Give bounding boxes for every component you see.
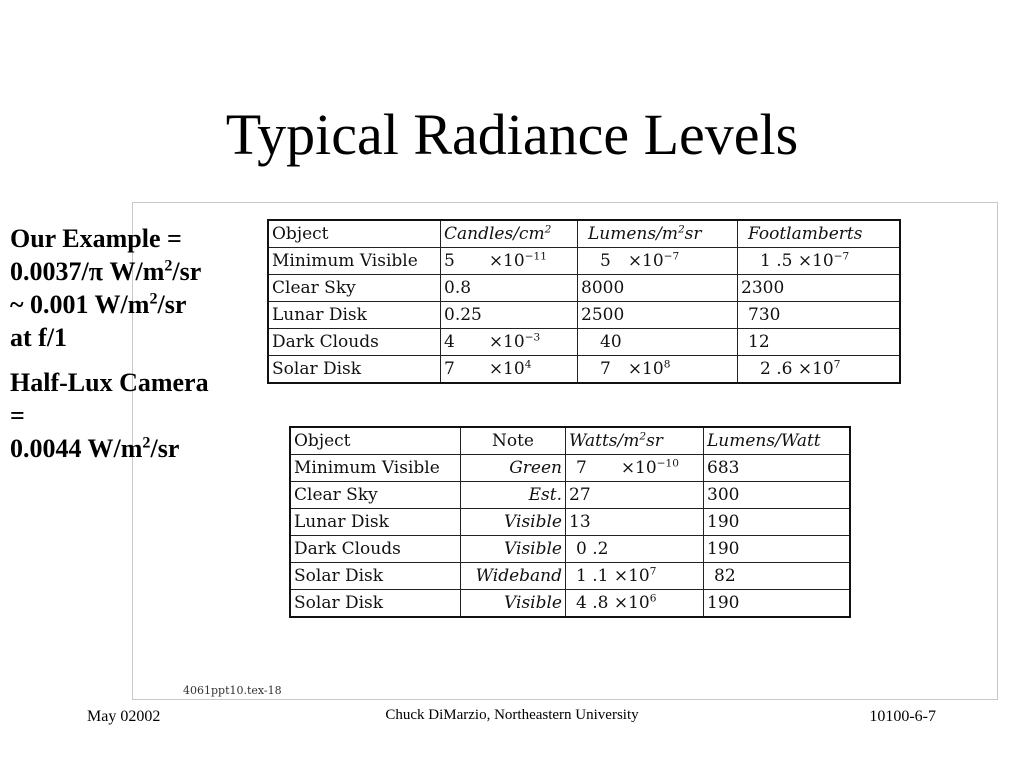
candles-cell: 0.25 bbox=[441, 302, 578, 329]
candles-cell: 4 $\times 10^{-3}$ bbox=[441, 329, 578, 356]
camera-note bbox=[10, 366, 282, 465]
camera-value: 0.0044 $W/m^2/sr$ bbox=[10, 434, 180, 463]
lumens-per-watt-cell: 190 bbox=[704, 509, 851, 536]
table-row bbox=[290, 536, 850, 563]
watts-cell: 0 .2 bbox=[566, 536, 704, 563]
note-cell: Wideband bbox=[461, 563, 566, 590]
object-cell: Solar Disk bbox=[268, 356, 441, 384]
table-row bbox=[268, 302, 900, 329]
our-example-approx: ~ 0.001 $W/m^2/sr$ bbox=[10, 290, 187, 319]
column-header: Watts/$m^2sr$ bbox=[566, 427, 704, 455]
lumens-cell: 7 $\times 10^8$ bbox=[578, 356, 738, 384]
table-row bbox=[290, 563, 850, 590]
side-notes bbox=[10, 222, 282, 477]
object-cell: Lunar Disk bbox=[290, 509, 461, 536]
footlamberts-cell: 12 bbox=[738, 329, 901, 356]
note-cell: Est. bbox=[461, 482, 566, 509]
column-header: Object bbox=[268, 220, 441, 248]
column-header: Candles/$cm^2$ bbox=[441, 220, 578, 248]
footlamberts-cell: 2300 bbox=[738, 275, 901, 302]
candles-cell: 5 $\times 10^{-11}$ bbox=[441, 248, 578, 275]
slide-title: Typical Radiance Levels bbox=[225, 102, 799, 167]
table-row bbox=[268, 329, 900, 356]
radiance-units-table bbox=[267, 219, 901, 384]
table-row bbox=[268, 356, 900, 384]
source-file-note: 4061ppt10.tex-18 bbox=[183, 684, 282, 697]
footer-author: Chuck DiMarzio, Northeastern University bbox=[385, 707, 639, 723]
camera-heading: Half-Lux Camera bbox=[10, 368, 209, 397]
footer-slide-number: 10100-6-7 bbox=[869, 708, 936, 725]
footlamberts-cell: 2 $.6 \times 10^7$ bbox=[738, 356, 901, 384]
note-cell: Green bbox=[461, 455, 566, 482]
watts-cell: 27 bbox=[566, 482, 704, 509]
column-header: Note bbox=[461, 427, 566, 455]
watts-cell: 4 $.8 \times 10^6$ bbox=[566, 590, 704, 618]
lumens-per-watt-cell: 82 bbox=[704, 563, 851, 590]
object-cell: Minimum Visible bbox=[268, 248, 441, 275]
lumens-cell: 5 $\times 10^{-7}$ bbox=[578, 248, 738, 275]
watts-cell: 7 $\times 10^{-10}$ bbox=[566, 455, 704, 482]
watts-lumens-table bbox=[289, 426, 851, 618]
table-row bbox=[290, 482, 850, 509]
footlamberts-cell: 730 bbox=[738, 302, 901, 329]
table-row bbox=[290, 509, 850, 536]
our-example-value: 0.0037/π $W/m^2/sr$ bbox=[10, 257, 202, 286]
note-cell: Visible bbox=[461, 590, 566, 618]
our-example-heading: Our Example = bbox=[10, 224, 182, 253]
lumens-cell: 2500 bbox=[578, 302, 738, 329]
object-cell: Dark Clouds bbox=[290, 536, 461, 563]
table-row bbox=[268, 275, 900, 302]
lumens-per-watt-cell: 190 bbox=[704, 590, 851, 618]
our-example-note bbox=[10, 222, 282, 354]
table-row bbox=[290, 455, 850, 482]
note-cell: Visible bbox=[461, 536, 566, 563]
watts-cell: 13 bbox=[566, 509, 704, 536]
column-header: Lumens/Watt bbox=[704, 427, 851, 455]
lumens-cell: 8000 bbox=[578, 275, 738, 302]
our-example-aperture: at f/1 bbox=[10, 323, 68, 352]
watts-cell: 1 $.1 \times 10^7$ bbox=[566, 563, 704, 590]
footer-date: May 02002 bbox=[87, 708, 161, 725]
column-header: Lumens/$m^2sr$ bbox=[578, 220, 738, 248]
object-cell: Clear Sky bbox=[290, 482, 461, 509]
footlamberts-cell: 1 $.5 \times 10^{-7}$ bbox=[738, 248, 901, 275]
column-header: Object bbox=[290, 427, 461, 455]
table-row bbox=[290, 590, 850, 618]
table-row bbox=[268, 248, 900, 275]
column-header: Footlamberts bbox=[738, 220, 901, 248]
candles-cell: 0.8 bbox=[441, 275, 578, 302]
object-cell: Minimum Visible bbox=[290, 455, 461, 482]
object-cell: Lunar Disk bbox=[268, 302, 441, 329]
lumens-per-watt-cell: 300 bbox=[704, 482, 851, 509]
lumens-cell: 40 bbox=[578, 329, 738, 356]
object-cell: Dark Clouds bbox=[268, 329, 441, 356]
object-cell: Solar Disk bbox=[290, 563, 461, 590]
camera-equals: = bbox=[10, 401, 25, 430]
table-header-row bbox=[268, 220, 900, 248]
table-header-row bbox=[290, 427, 850, 455]
candles-cell: 7 $\times 10^4$ bbox=[441, 356, 578, 384]
object-cell: Clear Sky bbox=[268, 275, 441, 302]
note-cell: Visible bbox=[461, 509, 566, 536]
lumens-per-watt-cell: 683 bbox=[704, 455, 851, 482]
object-cell: Solar Disk bbox=[290, 590, 461, 618]
lumens-per-watt-cell: 190 bbox=[704, 536, 851, 563]
